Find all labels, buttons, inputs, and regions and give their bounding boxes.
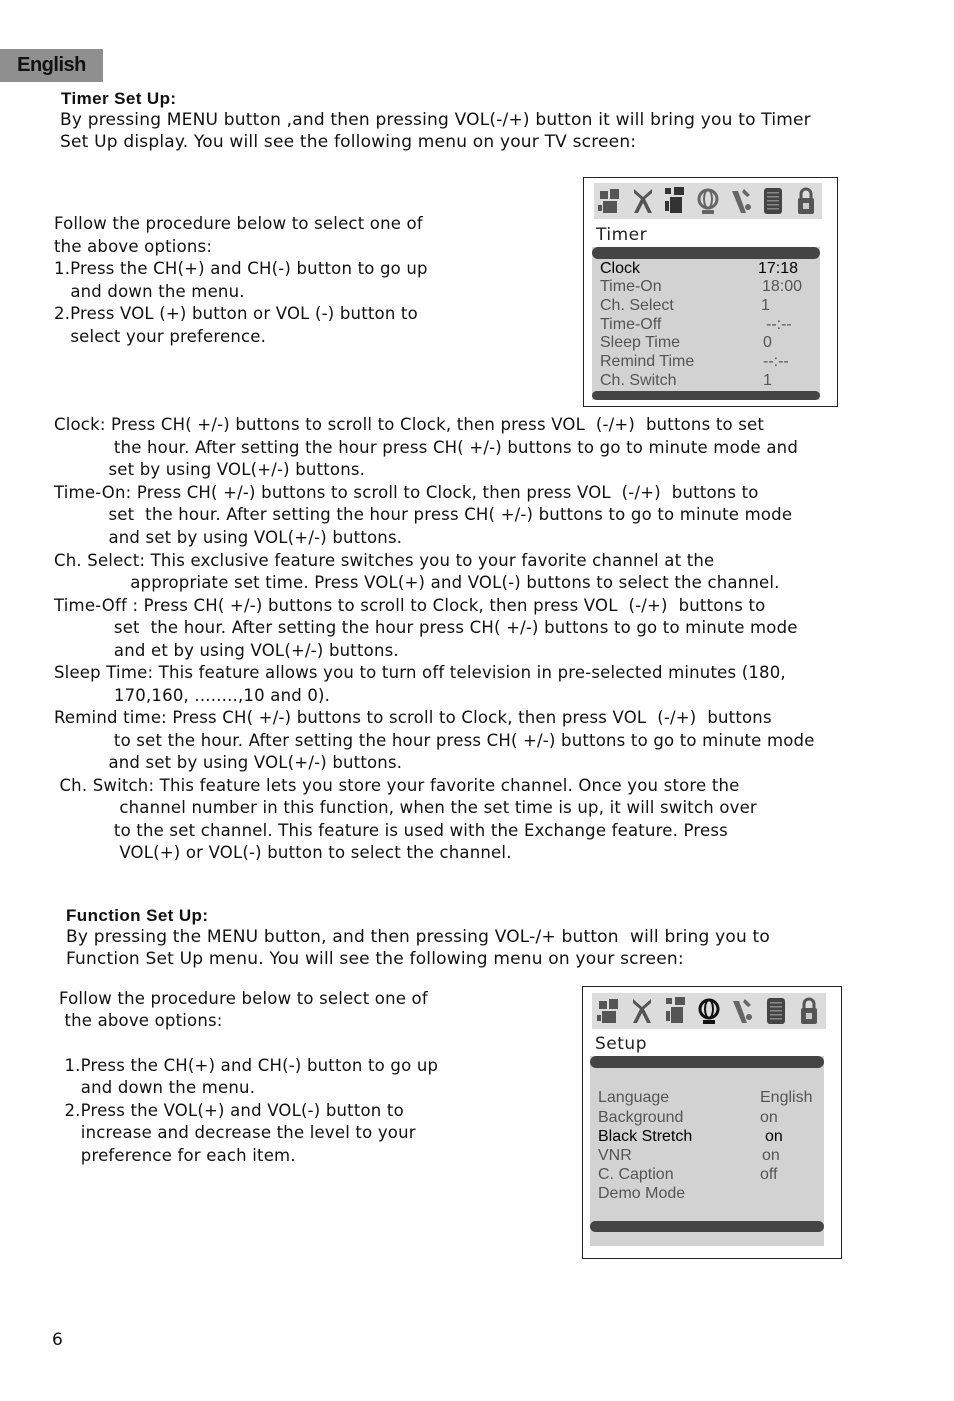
description-line: Ch. Switch: This feature lets you store your favorite channel. Once you store the xyxy=(54,776,740,795)
setup-globe-icon xyxy=(696,995,722,1027)
language-tab: English xyxy=(0,49,103,82)
menu-row-label: Ch. Select xyxy=(600,297,674,314)
function-setup-heading: Function Set Up: xyxy=(66,906,209,925)
menu-row-label: Black Stretch xyxy=(598,1128,693,1145)
menu-bottom-bar xyxy=(590,1221,824,1232)
timer-menu-panel xyxy=(592,247,820,400)
timer-procedure-line: select your preference. xyxy=(54,327,267,346)
sound-icon xyxy=(629,995,655,1027)
menu-row-value: off xyxy=(760,1166,778,1183)
description-line: channel number in this function, when the set time is up, it will switch over xyxy=(54,798,757,817)
description-line: and set by using VOL(+/-) buttons. xyxy=(54,753,403,772)
timer-procedure-line: 2.Press VOL (+) button or VOL (-) button to xyxy=(54,304,418,323)
description-line: and et by using VOL(+/-) buttons. xyxy=(54,641,399,660)
description-line: 170,160, ........,10 and 0). xyxy=(54,686,331,705)
function-procedure-line: the above options: xyxy=(59,1011,223,1030)
menu-row-label: Clock xyxy=(600,260,641,277)
timer-procedure-line: and down the menu. xyxy=(54,282,245,301)
menu-row-label: Ch. Switch xyxy=(600,372,677,389)
function-procedure-line: Follow the procedure below to select one of xyxy=(59,989,428,1008)
setup-menu-title: Setup xyxy=(595,1034,647,1054)
tuning-icon xyxy=(728,185,754,217)
menu-row-vnr[interactable] xyxy=(598,1146,818,1165)
menu-row-ch-switch[interactable] xyxy=(600,371,815,390)
menu-row-clock[interactable] xyxy=(600,259,815,278)
menu-row-label: VNR xyxy=(598,1147,632,1164)
menu-row-value: --:-- xyxy=(766,316,792,333)
info-icon xyxy=(760,185,786,217)
tuning-icon xyxy=(729,995,755,1027)
menu-row-value: English xyxy=(760,1089,813,1106)
menu-row-demo-mode[interactable] xyxy=(598,1184,818,1203)
setup-menu-panel xyxy=(590,1056,824,1246)
function-intro-line-1: By pressing the MENU button, and then pressing VOL-/+ button will bring you to xyxy=(66,927,771,947)
menu-row-language[interactable] xyxy=(598,1088,818,1107)
timer-intro-line-1: By pressing MENU button ,and then pressing VOL(-/+) button it will bring you to Timer xyxy=(60,110,811,130)
function-procedure-line: 1.Press the CH(+) and CH(-) button to go up xyxy=(59,1056,439,1075)
picture-icon xyxy=(596,995,622,1027)
menu-bottom-bar xyxy=(592,391,820,400)
timer-menu-screen xyxy=(583,177,838,407)
menu-row-sleep-time[interactable] xyxy=(600,333,815,352)
menu-row-value: on xyxy=(760,1109,778,1126)
menu-row-label: Remind Time xyxy=(600,353,695,370)
timer-intro-line-2: Set Up display. You will see the following menu on your TV screen: xyxy=(60,132,637,152)
menu-icon-strip xyxy=(594,183,822,219)
description-line: Remind time: Press CH( +/-) buttons to scroll to Clock, then press VOL (-/+) buttons xyxy=(54,708,772,727)
menu-row-remind-time[interactable] xyxy=(600,352,815,371)
menu-top-bar xyxy=(592,247,820,259)
menu-top-bar xyxy=(590,1056,824,1068)
description-line: appropriate set time. Press VOL(+) and VOL(-) buttons to select the channel. xyxy=(54,573,780,592)
menu-row-label: Demo Mode xyxy=(598,1185,686,1202)
menu-row-value: --:-- xyxy=(763,353,789,370)
menu-row-label: Language xyxy=(598,1089,670,1106)
picture-icon xyxy=(597,185,623,217)
description-line: and set by using VOL(+/-) buttons. xyxy=(54,528,403,547)
description-line: VOL(+) or VOL(-) button to select the channel. xyxy=(54,843,512,862)
menu-row-c-caption[interactable] xyxy=(598,1165,818,1184)
info-icon xyxy=(763,995,789,1027)
menu-row-label: C. Caption xyxy=(598,1166,674,1183)
function-procedure-line: increase and decrease the level to your xyxy=(59,1123,416,1142)
description-line: set the hour. After setting the hour press CH( +/-) buttons to go to minute mode xyxy=(54,505,793,524)
lock-icon xyxy=(793,185,819,217)
menu-row-label: Time-Off xyxy=(600,316,662,333)
setup-globe-icon xyxy=(695,185,721,217)
timer-procedure-line: the above options: xyxy=(54,237,213,256)
function-procedure-line: and down the menu. xyxy=(59,1078,256,1097)
function-procedure-line: preference for each item. xyxy=(59,1146,296,1165)
menu-row-ch-select[interactable] xyxy=(600,296,815,315)
description-line: Sleep Time: This feature allows you to turn off television in pre-selected minutes (180, xyxy=(54,663,786,682)
description-line: Ch. Select: This exclusive feature switches you to your favorite channel at the xyxy=(54,551,715,570)
description-line: the hour. After setting the hour press CH( +/-) buttons to go to minute mode and xyxy=(54,438,798,457)
menu-row-time-off[interactable] xyxy=(600,315,815,334)
lock-icon xyxy=(796,995,822,1027)
description-line: Clock: Press CH( +/-) buttons to scroll to Clock, then press VOL (-/+) buttons to set xyxy=(54,415,765,434)
timer-menu-title: Timer xyxy=(596,225,648,245)
timer-setup-heading: Timer Set Up: xyxy=(61,89,177,108)
function-intro-line-2: Function Set Up menu. You will see the following menu on your screen: xyxy=(66,949,684,969)
menu-row-value: on xyxy=(765,1128,783,1145)
setup-menu-screen xyxy=(582,986,842,1259)
menu-row-value: 1 xyxy=(761,297,770,314)
description-line: to the set channel. This feature is used with the Exchange feature. Press xyxy=(54,821,728,840)
menu-row-label: Sleep Time xyxy=(600,334,681,351)
menu-icon-strip xyxy=(592,993,826,1029)
menu-row-value: 1 xyxy=(763,372,772,389)
menu-row-time-on[interactable] xyxy=(600,277,815,296)
menu-row-label: Time-On xyxy=(600,278,662,295)
timer-icon xyxy=(663,995,689,1027)
menu-row-background[interactable] xyxy=(598,1108,818,1127)
menu-row-label: Background xyxy=(598,1109,684,1126)
menu-row-value: 18:00 xyxy=(762,278,803,295)
description-line: to set the hour. After setting the hour press CH( +/-) buttons to go to minute mode xyxy=(54,731,815,750)
function-procedure-line: 2.Press the VOL(+) and VOL(-) button to xyxy=(59,1101,404,1120)
menu-row-value: 0 xyxy=(763,334,772,351)
description-line: set the hour. After setting the hour press CH( +/-) buttons to go to minute mode xyxy=(54,618,798,637)
menu-row-value: 17:18 xyxy=(758,260,799,277)
sound-icon xyxy=(630,185,656,217)
description-line: Time-Off : Press CH( +/-) buttons to scroll to Clock, then press VOL (-/+) buttons to xyxy=(54,596,766,615)
menu-row-black-stretch[interactable] xyxy=(598,1127,818,1146)
timer-icon xyxy=(662,185,688,217)
menu-row-value: on xyxy=(762,1147,780,1164)
timer-procedure-line: Follow the procedure below to select one of xyxy=(54,214,423,233)
description-line: set by using VOL(+/-) buttons. xyxy=(54,460,366,479)
page-number: 6 xyxy=(52,1330,63,1350)
description-line: Time-On: Press CH( +/-) buttons to scroll to Clock, then press VOL (-/+) buttons to xyxy=(54,483,759,502)
timer-procedure-line: 1.Press the CH(+) and CH(-) button to go up xyxy=(54,259,428,278)
